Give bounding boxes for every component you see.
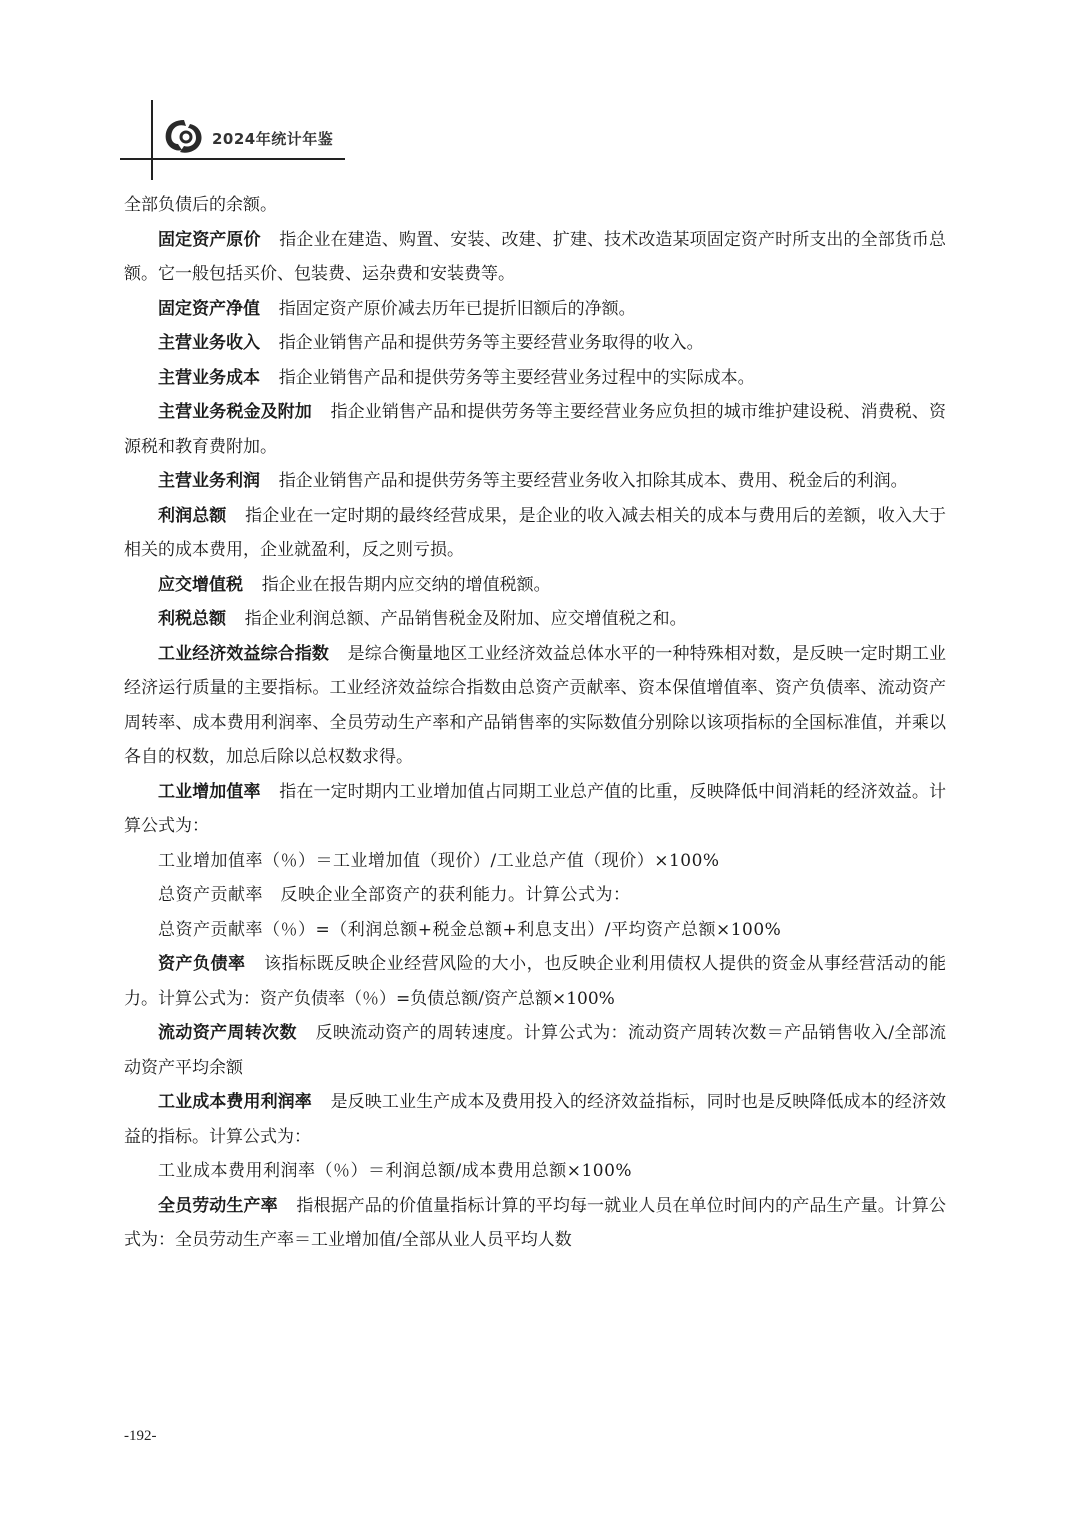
definition-text: 是综合衡量地区工业经济效益总体水平的一种特殊相对数，是反映一定时期工业经济运行质量的主要指标。工业经济效益综合指数由总资产贡献率、资本保值增值率、资产负债率、流动资产周转率、成本费用利润率、全员劳动生产率和产品销售率的实际数值分别除以该项指标的全国标准值，并乘以各自的权数，加总后除以总权数求得。 bbox=[124, 643, 947, 767]
definition-term: 主营业务利润 bbox=[158, 471, 260, 491]
definition-term: 利润总额 bbox=[158, 505, 227, 526]
definition-paragraph bbox=[124, 292, 946, 327]
definition-paragraph bbox=[124, 395, 946, 464]
definition-paragraph bbox=[124, 1085, 946, 1154]
definition-term: 利税总额 bbox=[158, 609, 226, 629]
definition-paragraph bbox=[124, 361, 946, 396]
definition-text: 指企业销售产品和提供劳务等主要经营业务应负担的城市维护建设税、消费税、资源税和教育费附加。 bbox=[124, 402, 947, 457]
definition-text: 指企业在建造、购置、安装、改建、扩建、技术改造某项固定资产时所支出的全部货币总额。它一般包括买价、包装费、运杂费和安装费等。 bbox=[124, 229, 947, 284]
header-vertical-rule bbox=[151, 100, 153, 180]
definition-term: 流动资产周转次数 bbox=[158, 1023, 297, 1043]
definition-paragraph bbox=[124, 499, 946, 568]
statistics-logo-icon bbox=[160, 116, 208, 156]
definition-text: 反映流动资产的周转速度。计算公式为：流动资产周转次数＝产品销售收入/全部流动资产平均余额 bbox=[124, 1023, 947, 1078]
definition-text: 指根据产品的价值量指标计算的平均每一就业人员在单位时间内的产品生产量。计算公式为：全员劳动生产率＝工业增加值/全部从业人员平均人数 bbox=[124, 1195, 946, 1250]
definition-paragraph bbox=[124, 568, 946, 603]
definition-text: 指企业利润总额、产品销售税金及附加、应交增值税之和。 bbox=[244, 609, 687, 629]
definition-term: 工业增加值率 bbox=[158, 781, 261, 802]
definition-paragraph bbox=[124, 1016, 946, 1085]
continuation-paragraph bbox=[124, 188, 946, 223]
definition-term: 全员劳动生产率 bbox=[158, 1195, 278, 1216]
definition-text: 指企业在一定时期的最终经营成果，是企业的收入减去相关的成本与费用后的差额，收入大于相关的成本费用，企业就盈利，反之则亏损。 bbox=[124, 505, 947, 560]
definition-text: 指企业销售产品和提供劳务等主要经营业务过程中的实际成本。 bbox=[278, 367, 755, 388]
definition-text: 指固定资产原价减去历年已提折旧额后的净额。 bbox=[278, 298, 636, 319]
definition-term: 应交增值税 bbox=[158, 574, 243, 595]
definition-paragraph bbox=[124, 602, 946, 637]
definition-term: 固定资产净值 bbox=[158, 298, 260, 319]
definition-term: 资产负债率 bbox=[158, 954, 246, 974]
definition-paragraph bbox=[124, 1189, 946, 1258]
definition-term: 固定资产原价 bbox=[158, 229, 261, 250]
definition-text: 该指标既反映企业经营风险的大小，也反映企业利用债权人提供的资金从事经营活动的能力。计算公式为：资产负债率（％）=负债总额/资产总额×100% bbox=[124, 954, 947, 1009]
paragraph-text: 全部负债后的余额。 bbox=[124, 195, 277, 215]
formula-line bbox=[124, 1154, 946, 1189]
formula-line bbox=[124, 913, 946, 948]
definition-paragraph bbox=[124, 326, 946, 361]
definition-text: 指在一定时期内工业增加值占同期工业总产值的比重，反映降低中间消耗的经济效益。计算公式为： bbox=[124, 781, 947, 836]
document-body bbox=[124, 188, 946, 1258]
formula-text: 总资产贡献率 反映企业全部资产的获利能力。计算公式为： bbox=[158, 885, 631, 905]
definition-term: 主营业务税金及附加 bbox=[158, 402, 312, 422]
definition-paragraph bbox=[124, 464, 946, 499]
definition-term: 主营业务收入 bbox=[158, 333, 260, 353]
definition-term: 工业成本费用利润率 bbox=[158, 1092, 312, 1112]
header-title: 2024年统计年鉴 bbox=[212, 130, 334, 148]
formula-text: 工业增加值率（％）＝工业增加值（现价）/工业总产值（现价）×100% bbox=[158, 850, 720, 871]
formula-line bbox=[124, 844, 946, 879]
definition-paragraph bbox=[124, 947, 946, 1016]
definition-term: 工业经济效益综合指数 bbox=[158, 643, 329, 664]
definition-paragraph bbox=[124, 223, 946, 292]
definition-term: 主营业务成本 bbox=[158, 367, 260, 388]
definition-text: 是反映工业生产成本及费用投入的经济效益指标，同时也是反映降低成本的经济效益的指标。计算公式为： bbox=[124, 1092, 947, 1147]
definition-text: 指企业销售产品和提供劳务等主要经营业务收入扣除其成本、费用、税金后的利润。 bbox=[278, 471, 908, 491]
formula-text: 工业成本费用利润率（％）＝利润总额/成本费用总额×100% bbox=[158, 1161, 633, 1181]
definition-text: 指企业销售产品和提供劳务等主要经营业务取得的收入。 bbox=[278, 333, 704, 353]
formula-line bbox=[124, 878, 946, 913]
header-horizontal-rule bbox=[120, 158, 345, 160]
page-header bbox=[0, 0, 1074, 190]
page-number: -192- bbox=[124, 1428, 157, 1444]
definition-text: 指企业在报告期内应交纳的增值税额。 bbox=[261, 574, 551, 595]
formula-text: 总资产贡献率（％）=（利润总额+税金总额+利息支出）/平均资产总额×100% bbox=[158, 919, 782, 940]
definition-paragraph bbox=[124, 775, 946, 844]
definition-paragraph bbox=[124, 637, 946, 775]
